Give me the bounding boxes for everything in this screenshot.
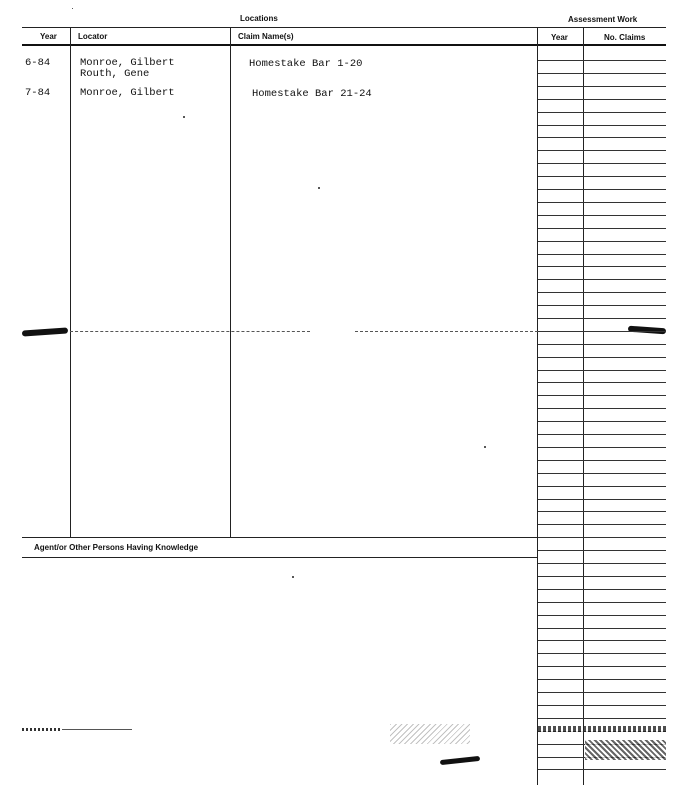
binder-mark-right — [628, 326, 666, 335]
assessment-row-line — [538, 279, 666, 280]
fold-line-left — [70, 331, 310, 332]
assessment-row-line — [538, 718, 666, 719]
scan-noise-block — [585, 740, 666, 760]
assessment-row-line — [538, 653, 666, 654]
assessment-row-line — [538, 395, 666, 396]
entry-1-locator-line-1: Monroe, Gilbert — [80, 57, 175, 69]
entry-1-year: 6-84 — [25, 57, 51, 69]
speck — [318, 187, 320, 189]
assessment-row-line — [538, 382, 666, 383]
speck — [183, 116, 185, 118]
locator-column-header: Locator — [78, 32, 108, 41]
assessment-row-line — [538, 73, 666, 74]
assessment-row-line — [538, 125, 666, 126]
assessment-row-line — [538, 60, 666, 61]
assessment-row-line — [538, 550, 666, 551]
assessment-row-line — [538, 447, 666, 448]
locations-section-label: Locations — [240, 14, 278, 23]
assessment-mid-divider — [583, 27, 584, 785]
assessment-row-line — [538, 202, 666, 203]
assessment-row-line — [538, 408, 666, 409]
assessment-work-section-label: Assessment Work — [568, 15, 638, 24]
entry-1-locator-line-2: Routh, Gene — [80, 68, 150, 80]
assessment-row-line — [538, 679, 666, 680]
scan-noise-streak — [440, 756, 480, 765]
year-locator-divider — [70, 27, 71, 537]
assessment-left-border — [537, 27, 538, 785]
assessment-row-line — [538, 563, 666, 564]
assessment-row-line — [538, 137, 666, 138]
assessment-row-line — [538, 189, 666, 190]
assessment-row-line — [538, 318, 666, 319]
locator-claim-divider — [230, 27, 231, 537]
assessment-row-line — [538, 692, 666, 693]
assessment-row-line — [538, 589, 666, 590]
assessment-row-line — [538, 86, 666, 87]
assessment-row-line — [538, 499, 666, 500]
assessment-year-column-header: Year — [551, 33, 568, 42]
assessment-row-line — [538, 666, 666, 667]
assessment-row-line — [538, 331, 666, 332]
assessment-row-line — [538, 615, 666, 616]
assessment-row-line — [538, 628, 666, 629]
assessment-row-line — [538, 511, 666, 512]
assessment-row-line — [538, 241, 666, 242]
agent-header-border — [22, 557, 538, 558]
assessment-row-line — [538, 254, 666, 255]
entry-1-claim-name: Homestake Bar 1-20 — [249, 58, 363, 70]
assessment-row-line — [538, 576, 666, 577]
speck — [72, 8, 73, 9]
assessment-row-line — [538, 292, 666, 293]
speck — [292, 576, 294, 578]
assessment-row-line — [538, 769, 666, 770]
assessment-row-line — [538, 99, 666, 100]
scan-noise-band — [538, 726, 666, 732]
assessment-row-line — [538, 112, 666, 113]
assessment-row-line — [538, 215, 666, 216]
assessment-claims-column-header: No. Claims — [604, 33, 646, 42]
assessment-row-line — [538, 228, 666, 229]
scan-noise-smear-left — [22, 728, 62, 731]
assessment-row-line — [538, 537, 666, 538]
year-column-header: Year — [40, 32, 57, 41]
agent-section-label: Agent/or Other Persons Having Knowledge — [34, 543, 199, 552]
scan-noise-line — [62, 729, 132, 730]
assessment-row-line — [538, 640, 666, 641]
assessment-row-line — [538, 176, 666, 177]
assessment-row-line — [538, 602, 666, 603]
entry-2-claim-name: Homestake Bar 21-24 — [252, 88, 372, 100]
assessment-row-line — [538, 460, 666, 461]
scan-noise-scatter — [390, 724, 470, 744]
assessment-row-line — [538, 524, 666, 525]
assessment-row-line — [538, 344, 666, 345]
assessment-row-line — [538, 473, 666, 474]
speck — [484, 446, 486, 448]
top-border — [22, 27, 666, 28]
binder-mark-left — [22, 327, 68, 336]
assessment-row-line — [538, 705, 666, 706]
header-bottom-border — [22, 44, 666, 46]
fold-line-right — [355, 331, 538, 332]
entry-2-locator-line-1: Monroe, Gilbert — [80, 87, 175, 99]
assessment-row-line — [538, 305, 666, 306]
assessment-row-line — [538, 150, 666, 151]
locations-bottom-border — [22, 537, 538, 538]
claim-names-column-header: Claim Name(s) — [238, 32, 294, 41]
assessment-row-line — [538, 421, 666, 422]
assessment-row-line — [538, 486, 666, 487]
assessment-row-line — [538, 163, 666, 164]
assessment-row-line — [538, 266, 666, 267]
assessment-row-line — [538, 370, 666, 371]
assessment-row-line — [538, 357, 666, 358]
assessment-row-line — [538, 434, 666, 435]
entry-2-year: 7-84 — [25, 87, 51, 99]
